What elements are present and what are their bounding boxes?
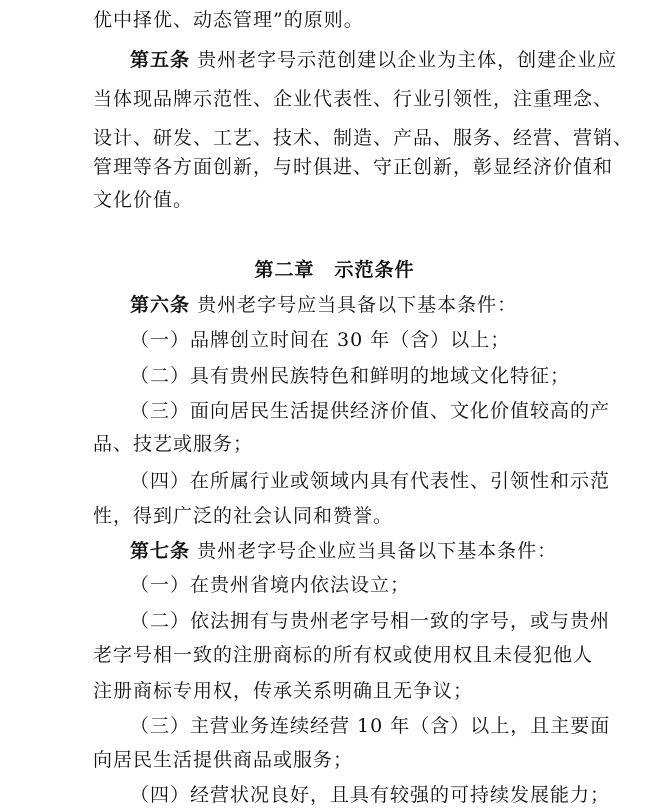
paragraph-line [93,156,653,178]
article-5-line [130,49,669,71]
line-text: （二）具有贵州民族特色和鲜明的地域文化特征； [130,365,571,387]
article-6-line [130,294,669,316]
paragraph-line [93,88,653,110]
line-text: 管理等各方面创新，与时俱进、守正创新，彰显经济价值和 [93,156,614,178]
line-text: （三）面向居民生活提供经济价值、文化价值较高的产 [130,400,611,422]
article-number: 第六条 [130,294,191,316]
line-text: 注册商标专用权，传承关系明确且无争议； [93,680,474,702]
article-number: 第五条 [130,49,191,71]
list-item-line [130,400,669,422]
line-text: 老字号相一致的注册商标的所有权或使用权且未侵犯他人 [93,644,594,666]
line-text: 贵州老字号应当具备以下基本条件： [197,294,518,316]
list-item-line [130,470,669,492]
list-item-line [130,784,669,806]
paragraph-line [93,680,653,702]
chapter-heading [0,259,669,281]
paragraph-line [93,433,653,455]
paragraph-line [93,505,653,527]
line-text: 向居民生活提供商品或服务； [93,749,354,771]
list-item-line [130,610,669,632]
line-text: 文化价值。 [93,189,194,211]
line-text: 当体现品牌示范性、企业代表性、行业引领性，注重理念、 [93,88,614,110]
paragraph-line [93,644,653,666]
list-item-line [130,715,669,737]
line-text: 品、技艺或服务； [93,433,254,455]
line-text: 性，得到广泛的社会认同和赞誉。 [93,505,394,527]
list-item-line [130,574,669,596]
line-text: （一）在贵州省境内依法设立； [130,574,411,596]
article-7-line [130,540,669,562]
line-text: 设计、研发、工艺、技术、制造、产品、服务、经营、营销、 [93,127,634,149]
line-text: （一）品牌创立时间在 30 年（含）以上； [130,329,511,351]
line-text: 贵州老字号示范创建以企业为主体，创建企业应 [197,49,618,71]
line-text: （二）依法拥有与贵州老字号相一致的字号，或与贵州 [130,610,611,632]
list-item-line [130,329,669,351]
line-text: （四）经营状况良好，且具有较强的可持续发展能力； [130,784,611,806]
line-text: （四）在所属行业或领域内具有代表性、引领性和示范 [130,470,611,492]
paragraph-line [93,189,653,211]
paragraph-line [93,749,653,771]
article-number: 第七条 [130,540,191,562]
heading-text: 第二章 示范条件 [254,259,415,281]
paragraph-line [93,9,653,31]
paragraph-line [93,127,653,149]
line-text: 贵州老字号企业应当具备以下基本条件： [197,540,558,562]
line-text: （三）主营业务连续经营 10 年（含）以上，且主要面 [130,715,611,737]
list-item-line [130,365,669,387]
line-text: 优中择优、动态管理”的原则。 [93,9,364,31]
